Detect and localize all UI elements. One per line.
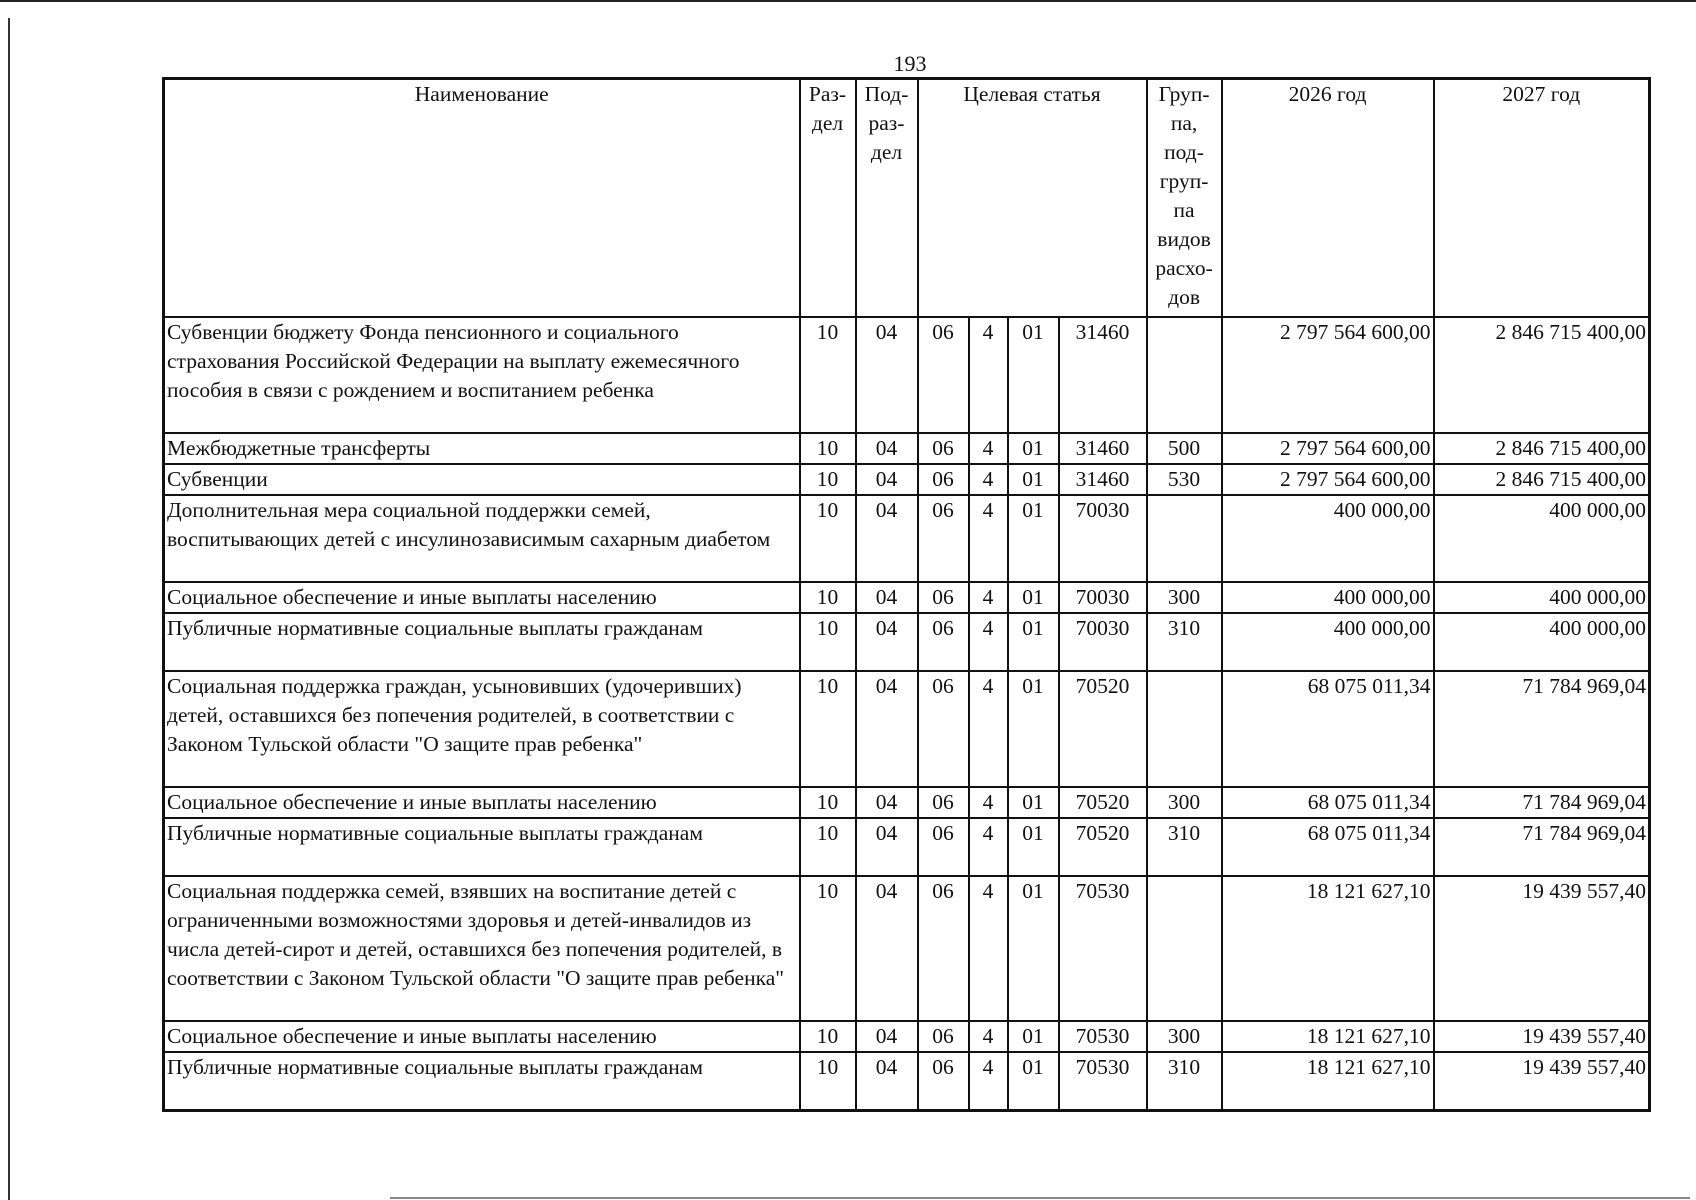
row-podrazdel: 04 xyxy=(856,582,918,613)
row-target-article-program: 06 xyxy=(918,317,969,433)
row-target-article-element: 01 xyxy=(1008,876,1059,1021)
row-razdel: 10 xyxy=(800,613,856,671)
row-target-article-element: 01 xyxy=(1008,613,1059,671)
row-amount-2027: 71 784 969,04 xyxy=(1434,818,1650,876)
table-row xyxy=(164,582,1650,613)
row-podrazdel: 04 xyxy=(856,433,918,464)
row-target-article-program: 06 xyxy=(918,876,969,1021)
table-body xyxy=(164,317,1650,1111)
row-target-article-program: 06 xyxy=(918,671,969,787)
row-name: Публичные нормативные социальные выплаты гражданам xyxy=(164,818,800,876)
table-header-row xyxy=(164,79,1650,318)
row-expense-group: 300 xyxy=(1147,582,1222,613)
row-target-article-direction: 70030 xyxy=(1059,582,1147,613)
page-bottom-rule xyxy=(390,1197,1690,1199)
row-expense-group xyxy=(1147,317,1222,433)
row-amount-2026: 18 121 627,10 xyxy=(1222,1021,1434,1052)
row-podrazdel: 04 xyxy=(856,464,918,495)
row-amount-2026: 18 121 627,10 xyxy=(1222,1052,1434,1111)
row-podrazdel: 04 xyxy=(856,787,918,818)
row-target-article-element: 01 xyxy=(1008,317,1059,433)
page-top-border xyxy=(0,0,1696,2)
row-amount-2026: 2 797 564 600,00 xyxy=(1222,317,1434,433)
row-amount-2026: 400 000,00 xyxy=(1222,613,1434,671)
row-target-article-direction: 70520 xyxy=(1059,671,1147,787)
page-left-border xyxy=(8,18,10,1200)
row-amount-2027: 19 439 557,40 xyxy=(1434,1021,1650,1052)
row-expense-group: 310 xyxy=(1147,1052,1222,1111)
row-target-article-element: 01 xyxy=(1008,1021,1059,1052)
row-expense-group: 300 xyxy=(1147,787,1222,818)
row-amount-2026: 400 000,00 xyxy=(1222,495,1434,582)
table-row xyxy=(164,433,1650,464)
row-podrazdel: 04 xyxy=(856,495,918,582)
row-target-article-element: 01 xyxy=(1008,818,1059,876)
row-razdel: 10 xyxy=(800,1021,856,1052)
row-target-article-direction: 31460 xyxy=(1059,317,1147,433)
table-row xyxy=(164,613,1650,671)
row-name: Социальная поддержка семей, взявших на воспитание детей с ограниченными возможностями здоровья и детей-инвалидов из числа детей-сирот и детей, оставшихся без попечения родителей, в соответствии с Законом Тульской области "О защите прав ребенка" xyxy=(164,876,800,1021)
row-target-article-type: 4 xyxy=(969,464,1008,495)
row-razdel: 10 xyxy=(800,433,856,464)
row-target-article-program: 06 xyxy=(918,1021,969,1052)
row-target-article-direction: 70030 xyxy=(1059,495,1147,582)
row-target-article-type: 4 xyxy=(969,671,1008,787)
row-podrazdel: 04 xyxy=(856,818,918,876)
row-amount-2027: 71 784 969,04 xyxy=(1434,787,1650,818)
row-amount-2027: 400 000,00 xyxy=(1434,613,1650,671)
row-target-article-program: 06 xyxy=(918,1052,969,1111)
row-amount-2027: 400 000,00 xyxy=(1434,582,1650,613)
row-amount-2026: 68 075 011,34 xyxy=(1222,818,1434,876)
row-target-article-program: 06 xyxy=(918,613,969,671)
row-expense-group: 310 xyxy=(1147,613,1222,671)
row-expense-group: 500 xyxy=(1147,433,1222,464)
row-target-article-type: 4 xyxy=(969,433,1008,464)
row-razdel: 10 xyxy=(800,495,856,582)
row-target-article-program: 06 xyxy=(918,495,969,582)
row-target-article-direction: 31460 xyxy=(1059,433,1147,464)
row-amount-2027: 2 846 715 400,00 xyxy=(1434,433,1650,464)
row-target-article-type: 4 xyxy=(969,818,1008,876)
row-amount-2026: 18 121 627,10 xyxy=(1222,876,1434,1021)
row-name: Социальная поддержка граждан, усыновивших (удочеривших) детей, оставшихся без попечения родителей, в соответствии с Законом Тульской области "О защите прав ребенка" xyxy=(164,671,800,787)
row-target-article-direction: 70030 xyxy=(1059,613,1147,671)
header-target-article: Целевая статья xyxy=(918,79,1147,318)
row-target-article-element: 01 xyxy=(1008,433,1059,464)
row-expense-group: 310 xyxy=(1147,818,1222,876)
row-target-article-type: 4 xyxy=(969,317,1008,433)
row-amount-2027: 71 784 969,04 xyxy=(1434,671,1650,787)
row-target-article-type: 4 xyxy=(969,1021,1008,1052)
row-target-article-direction: 31460 xyxy=(1059,464,1147,495)
row-expense-group: 300 xyxy=(1147,1021,1222,1052)
table-row xyxy=(164,495,1650,582)
row-target-article-direction: 70530 xyxy=(1059,1021,1147,1052)
row-name: Публичные нормативные социальные выплаты гражданам xyxy=(164,613,800,671)
row-amount-2027: 400 000,00 xyxy=(1434,495,1650,582)
row-name: Публичные нормативные социальные выплаты гражданам xyxy=(164,1052,800,1111)
row-target-article-direction: 70520 xyxy=(1059,787,1147,818)
row-razdel: 10 xyxy=(800,1052,856,1111)
row-amount-2026: 2 797 564 600,00 xyxy=(1222,464,1434,495)
table-row xyxy=(164,818,1650,876)
row-amount-2027: 2 846 715 400,00 xyxy=(1434,317,1650,433)
row-target-article-type: 4 xyxy=(969,1052,1008,1111)
row-name: Дополнительная мера социальной поддержки семей, воспитывающих детей с инсулинозависимым сахарным диабетом xyxy=(164,495,800,582)
row-razdel: 10 xyxy=(800,787,856,818)
row-name: Социальное обеспечение и иные выплаты населению xyxy=(164,787,800,818)
row-target-article-direction: 70530 xyxy=(1059,876,1147,1021)
header-year-2027: 2027 год xyxy=(1434,79,1650,318)
row-target-article-program: 06 xyxy=(918,818,969,876)
row-amount-2026: 68 075 011,34 xyxy=(1222,671,1434,787)
row-name: Межбюджетные трансферты xyxy=(164,433,800,464)
row-name: Субвенции xyxy=(164,464,800,495)
row-target-article-element: 01 xyxy=(1008,582,1059,613)
row-expense-group: 530 xyxy=(1147,464,1222,495)
row-podrazdel: 04 xyxy=(856,1021,918,1052)
table-row xyxy=(164,671,1650,787)
row-razdel: 10 xyxy=(800,464,856,495)
row-amount-2026: 400 000,00 xyxy=(1222,582,1434,613)
table-row xyxy=(164,464,1650,495)
header-year-2026: 2026 год xyxy=(1222,79,1434,318)
page-number: 193 xyxy=(893,51,927,76)
row-target-article-program: 06 xyxy=(918,582,969,613)
row-target-article-type: 4 xyxy=(969,876,1008,1021)
row-amount-2026: 2 797 564 600,00 xyxy=(1222,433,1434,464)
header-podrazdel: Под-раз-дел xyxy=(856,79,918,318)
row-target-article-type: 4 xyxy=(969,582,1008,613)
row-expense-group xyxy=(1147,671,1222,787)
row-target-article-element: 01 xyxy=(1008,671,1059,787)
row-podrazdel: 04 xyxy=(856,1052,918,1111)
row-podrazdel: 04 xyxy=(856,671,918,787)
table-row xyxy=(164,317,1650,433)
row-amount-2027: 19 439 557,40 xyxy=(1434,1052,1650,1111)
row-target-article-element: 01 xyxy=(1008,495,1059,582)
row-razdel: 10 xyxy=(800,818,856,876)
row-podrazdel: 04 xyxy=(856,317,918,433)
row-target-article-direction: 70530 xyxy=(1059,1052,1147,1111)
row-target-article-type: 4 xyxy=(969,495,1008,582)
row-razdel: 10 xyxy=(800,876,856,1021)
row-name: Субвенции бюджету Фонда пенсионного и социального страхования Российской Федерации на выплату ежемесячного пособия в связи с рождением и воспитанием ребенка xyxy=(164,317,800,433)
row-target-article-type: 4 xyxy=(969,613,1008,671)
budget-table xyxy=(162,77,1651,1112)
row-razdel: 10 xyxy=(800,582,856,613)
row-target-article-type: 4 xyxy=(969,787,1008,818)
table-row xyxy=(164,787,1650,818)
header-group: Груп-па, под-груп-па видов расхо-дов xyxy=(1147,79,1222,318)
row-target-article-program: 06 xyxy=(918,787,969,818)
row-podrazdel: 04 xyxy=(856,613,918,671)
table-row xyxy=(164,876,1650,1021)
row-expense-group xyxy=(1147,876,1222,1021)
row-amount-2027: 2 846 715 400,00 xyxy=(1434,464,1650,495)
row-razdel: 10 xyxy=(800,317,856,433)
header-razdel: Раз-дел xyxy=(800,79,856,318)
row-target-article-element: 01 xyxy=(1008,1052,1059,1111)
row-target-article-program: 06 xyxy=(918,433,969,464)
row-target-article-direction: 70520 xyxy=(1059,818,1147,876)
row-expense-group xyxy=(1147,495,1222,582)
table-row xyxy=(164,1052,1650,1111)
table-row xyxy=(164,1021,1650,1052)
row-target-article-element: 01 xyxy=(1008,787,1059,818)
row-target-article-program: 06 xyxy=(918,464,969,495)
row-podrazdel: 04 xyxy=(856,876,918,1021)
row-amount-2026: 68 075 011,34 xyxy=(1222,787,1434,818)
header-name: Наименование xyxy=(164,79,800,318)
row-razdel: 10 xyxy=(800,671,856,787)
row-amount-2027: 19 439 557,40 xyxy=(1434,876,1650,1021)
row-name: Социальное обеспечение и иные выплаты населению xyxy=(164,582,800,613)
row-target-article-element: 01 xyxy=(1008,464,1059,495)
row-name: Социальное обеспечение и иные выплаты населению xyxy=(164,1021,800,1052)
